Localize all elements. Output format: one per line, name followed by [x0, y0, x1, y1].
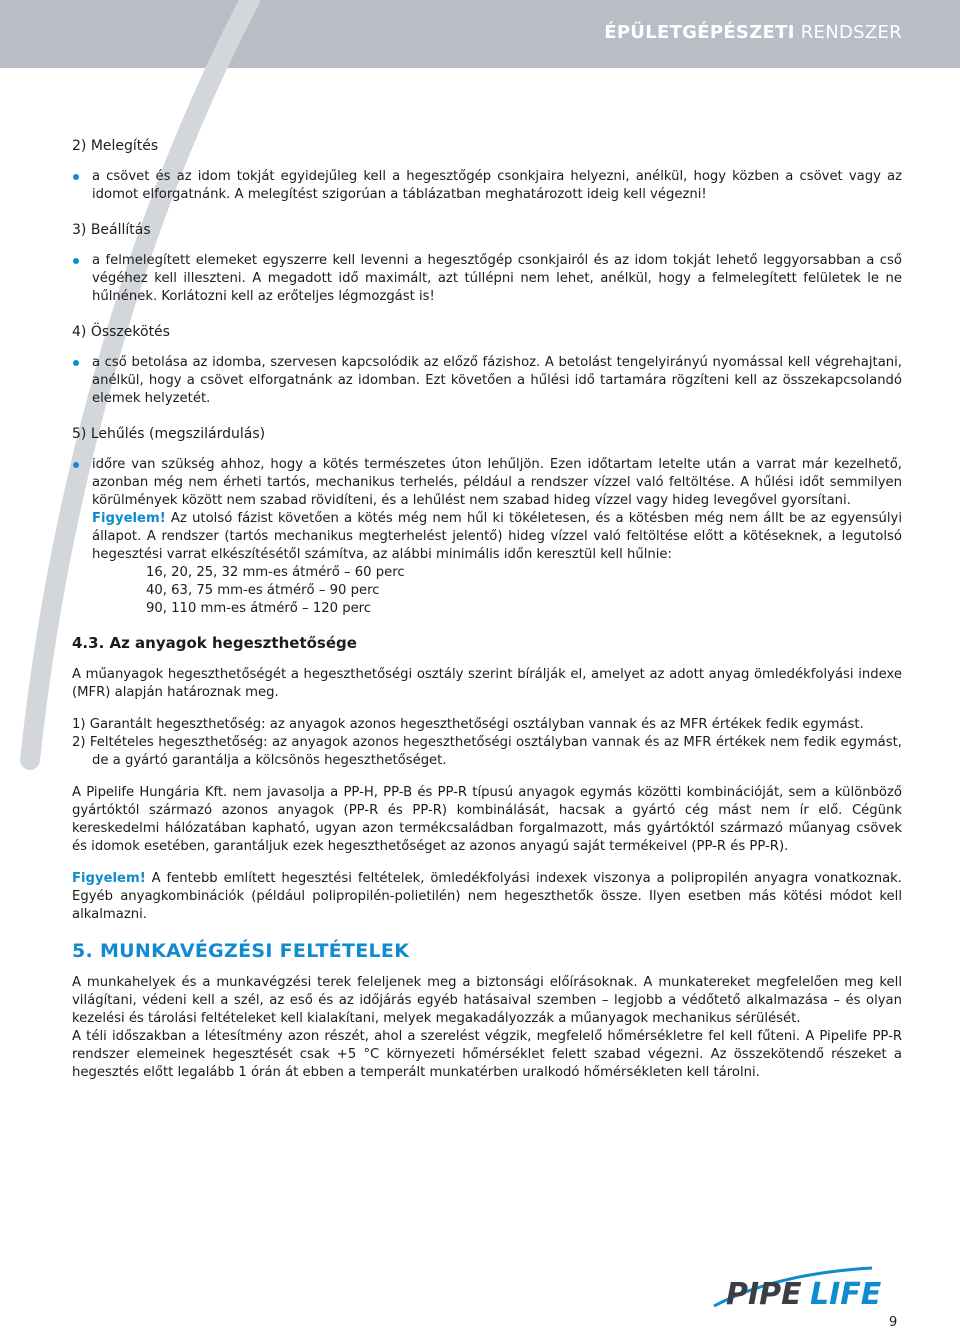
page-number: 9 — [889, 1315, 898, 1330]
list-item-text: időre van szükség ahhoz, hogy a kötés természetes úton lehűljön. Ezen időtartam letelte után a varrat már kezelhető, azonban még nem érheti tartós, mechanikus terhelés, például a rendszer vízzel való feltöltése. A hűlési időt semmilyen körülmények között nem szabad rövidíteni, és a lehűlést nem szabad hideg vízzel vagy hideg levegővel gyorsítani. — [92, 457, 902, 508]
header-title-light: RENDSZER — [800, 22, 902, 43]
section-heading: 4) Összekötés — [72, 324, 170, 340]
section-lehules — [72, 424, 902, 618]
section-osszekotes — [72, 322, 902, 408]
cooling-time-row: 90, 110 mm-es átmérő – 120 perc — [146, 601, 372, 616]
paragraph — [72, 974, 902, 1082]
bullet-list — [72, 456, 902, 564]
cooling-time-row: 40, 63, 75 mm-es átmérő – 90 perc — [146, 583, 380, 598]
header-title-bold: ÉPÜLETGÉPÉSZETI — [604, 22, 795, 43]
section-beallitas — [72, 220, 902, 306]
paragraph-text: A téli időszakban a létesítmény azon részét, ahol a szerelést végzik, megfelelő hőmérsékletre fel kell fűteni. A Pipelife PP-R rendszer elemeinek hegesztését csak +5 °C környezeti hőmérséklet felett szabad végezni. Az összekötendő részeket a hegesztés előtt legalább 1 órán át ebben a temperált munkatérben uralkodó hőmérsékleten kell tárolni. — [72, 1029, 902, 1080]
paragraph: A Pipelife Hungária Kft. nem javasolja a PP-H, PP-B és PP-R típusú anyagok egymás közötti kombinációját, sem a különböző gyártóktól származó azonos anyagok (PP-R és PP-R) kombinálását, hacsak a gyártó cég mást nem ír elő. Cégünk kereskedelmi hálózatában kapható, ugyan azon termékcsaládban forgalmazott, más gyártóktól származó műanyag csövek és idomok esetében, garantáljuk ezek hegeszthetőséget az azonos anyagú saját termékeivel (PP-R és PP-R). — [72, 785, 902, 854]
section-melegites — [72, 136, 902, 204]
pipelife-logo — [712, 1266, 917, 1310]
bullet-list — [72, 354, 902, 408]
list-item-text: Az utolsó fázist követően a kötés még nem hűl ki tökéletesen, és a kötésben még nem állt be az egyensúlyi állapot. A rendszer (tartós mechanikus megterhelést jelentő) hideg vízzel való feltöltése előtt a kötéseknek, a legutolsó hegesztési varrat elkészítésétől számítva, az alábbi minimális időn keresztül kell hűlnie: — [92, 511, 902, 562]
list-item — [72, 456, 902, 564]
list-item: a csövet és az idom tokját egyidejűleg kell a hegesztőgép csonkjaira helyezni, anélkül, hogy közben a csövet vagy az idomot elforgatnánk. A melegítést szigorúan a táblázatban meghatározott ideig kell végezni! — [72, 168, 902, 204]
subsection-heading: 4.3. Az anyagok hegeszthetősége — [72, 634, 357, 652]
section-heading: 2) Melegítés — [72, 138, 159, 154]
warning-label: Figyelem! — [72, 871, 146, 886]
list-item: 1) Garantált hegeszthetőség: az anyagok azonos hegeszthetőségi osztályban vannak és az MFR értékek fedik egymást. — [72, 717, 864, 732]
section-heading: 5) Lehűlés (megszilárdulás) — [72, 426, 266, 442]
paragraph-text: A munkahelyek és a munkavégzési terek feleljenek meg a biztonsági előírásoknak. A munkatereket megfelelően meg kell világítani, védeni kell a szél, az eső és az időjárás egyéb hatásaival szemben – legjobb a védőtető alkalmazása – és olyan kezelési és tárolási feltételeket kell kialakítani, melyek megakadályozzák a műanyagok mechanikus sérülését. — [72, 975, 902, 1026]
chapter-heading: 5. MUNKAVÉGZÉSI FELTÉTELEK — [72, 940, 410, 962]
paragraph: A műanyagok hegeszthetőségét a hegeszthetőségi osztály szerint bírálják el, amelyet az adott anyag ömledékfolyási indexe (MFR) alapján határoznak meg. — [72, 667, 902, 700]
bullet-list — [72, 168, 902, 204]
document-body — [72, 136, 902, 1082]
svg-text:PIPE: PIPE — [726, 1277, 802, 1310]
svg-text:LIFE: LIFE — [810, 1277, 882, 1310]
paragraph-text: A fentebb említett hegesztési feltételek, ömledékfolyási indexek viszonya a polipropilén anyagra vonatkoznak. Egyéb anyagkombinációk (például polipropilén-polietilén) nem hegeszthetők össze. Ilyen esetben más kötési módot kell alkalmazni. — [72, 871, 902, 922]
cooling-time-row: 16, 20, 25, 32 mm-es átmérő – 60 perc — [146, 565, 405, 580]
list-item: 2) Feltételes hegeszthetőség: az anyagok azonos hegeszthetőségi osztályban vannak és az MFR értékek nem fedik egymást, de a gyártó garantálja a kölcsönös hegeszthetőséget. — [72, 735, 902, 768]
numbered-list — [72, 716, 902, 770]
bullet-list — [72, 252, 902, 306]
warning-label: Figyelem! — [92, 511, 166, 526]
list-item: a felmelegített elemeket egyszerre kell levenni a hegesztőgép csonkjairól és az idom tokját lehető leggyorsabban a cső végéhez kell illeszteni. A megadott idő maximált, azt túllépni nem lehet, anélkül, hogy a felmelegített felületek le ne hűlnének. Korlátozni kell az erőteljes légmozgást is! — [72, 252, 902, 306]
section-heading: 3) Beállítás — [72, 222, 151, 238]
paragraph — [72, 870, 902, 924]
cooling-times — [72, 564, 902, 618]
list-item: a cső betolása az idomba, szervesen kapcsolódik az előző fázishoz. A betolást tengelyirányú nyomással kell végrehajtani, anélkül, hogy a csövet elforgatnánk az idomban. Ezt követően a hűlési idő tartamára rögzíteni kell az összekapcsolandó elemek helyzetét. — [72, 354, 902, 408]
